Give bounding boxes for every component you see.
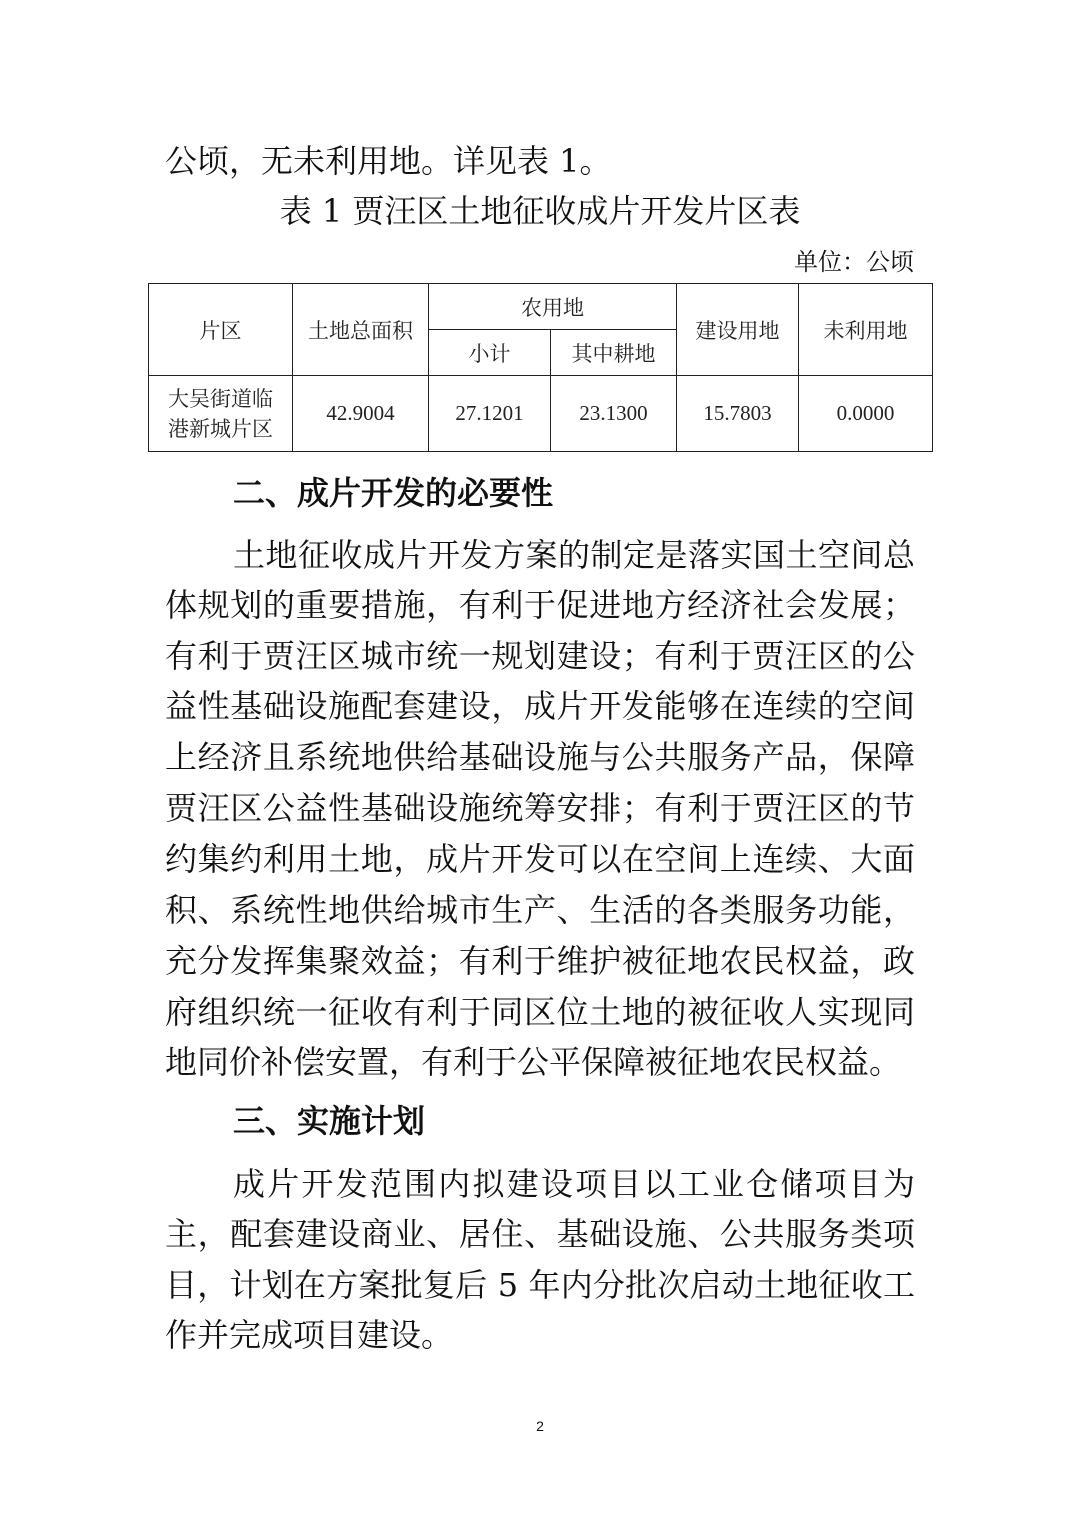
table-unit: 单位：公顷 <box>794 248 914 276</box>
paragraph-line: 充分发挥集聚效益；有利于维护被征地农民权益，政 <box>165 942 915 980</box>
header-unused: 未利用地 <box>799 284 933 376</box>
cell-unused: 0.0000 <box>799 376 933 452</box>
header-agri-farmland: 其中耕地 <box>551 330 677 376</box>
table-caption: 表 1 贾汪区土地征收成片开发片区表 <box>279 192 801 230</box>
cell-agri-farmland: 23.1300 <box>551 376 677 452</box>
header-construction: 建设用地 <box>677 284 799 376</box>
table-row <box>149 376 933 452</box>
page-number: 2 <box>536 1418 544 1434</box>
paragraph-line: 上经济且系统地供给基础设施与公共服务产品，保障 <box>165 738 915 776</box>
paragraph-line: 贾汪区公益性基础设施统筹安排；有利于贾汪区的节 <box>165 789 915 827</box>
cell-total: 42.9004 <box>293 376 429 452</box>
cell-agri-subtotal: 27.1201 <box>429 376 551 452</box>
header-agri: 农用地 <box>429 284 677 330</box>
cell-construction: 15.7803 <box>677 376 799 452</box>
header-agri-subtotal: 小计 <box>429 330 551 376</box>
cell-area-line1: 大吴街道临 <box>168 386 273 411</box>
paragraph-line: 成片开发范围内拟建设项目以工业仓储项目为 <box>233 1165 915 1203</box>
paragraph-line: 积、系统性地供给城市生产、生活的各类服务功能， <box>165 891 915 929</box>
header-area: 片区 <box>149 284 293 376</box>
paragraph-line: 作并完成项目建设。 <box>165 1316 454 1354</box>
land-table <box>148 283 933 452</box>
paragraph-line: 体规划的重要措施，有利于促进地方经济社会发展； <box>165 586 915 624</box>
paragraph-line: 主，配套建设商业、居住、基础设施、公共服务类项 <box>165 1215 915 1253</box>
paragraph-line: 目，计划在方案批复后 5 年内分批次启动土地征收工 <box>165 1266 915 1304</box>
paragraph-line: 府组织统一征收有利于同区位土地的被征收人实现同 <box>165 993 915 1031</box>
cell-area-line2: 港新城片区 <box>168 416 273 441</box>
section3-heading: 三、实施计划 <box>233 1102 426 1140</box>
header-total: 土地总面积 <box>293 284 429 376</box>
cell-area <box>149 376 293 452</box>
intro-line: 公顷，无未利用地。详见表 1。 <box>165 142 612 180</box>
paragraph-line: 约集约利用土地，成片开发可以在空间上连续、大面 <box>165 840 915 878</box>
section2-heading: 二、成片开发的必要性 <box>233 474 554 512</box>
paragraph-line: 土地征收成片开发方案的制定是落实国土空间总 <box>233 536 915 574</box>
paragraph-line: 益性基础设施配套建设，成片开发能够在连续的空间 <box>165 687 915 725</box>
paragraph-line: 地同价补偿安置，有利于公平保障被征地农民权益。 <box>165 1043 902 1081</box>
paragraph-line: 有利于贾汪区城市统一规划建设；有利于贾汪区的公 <box>165 637 915 675</box>
